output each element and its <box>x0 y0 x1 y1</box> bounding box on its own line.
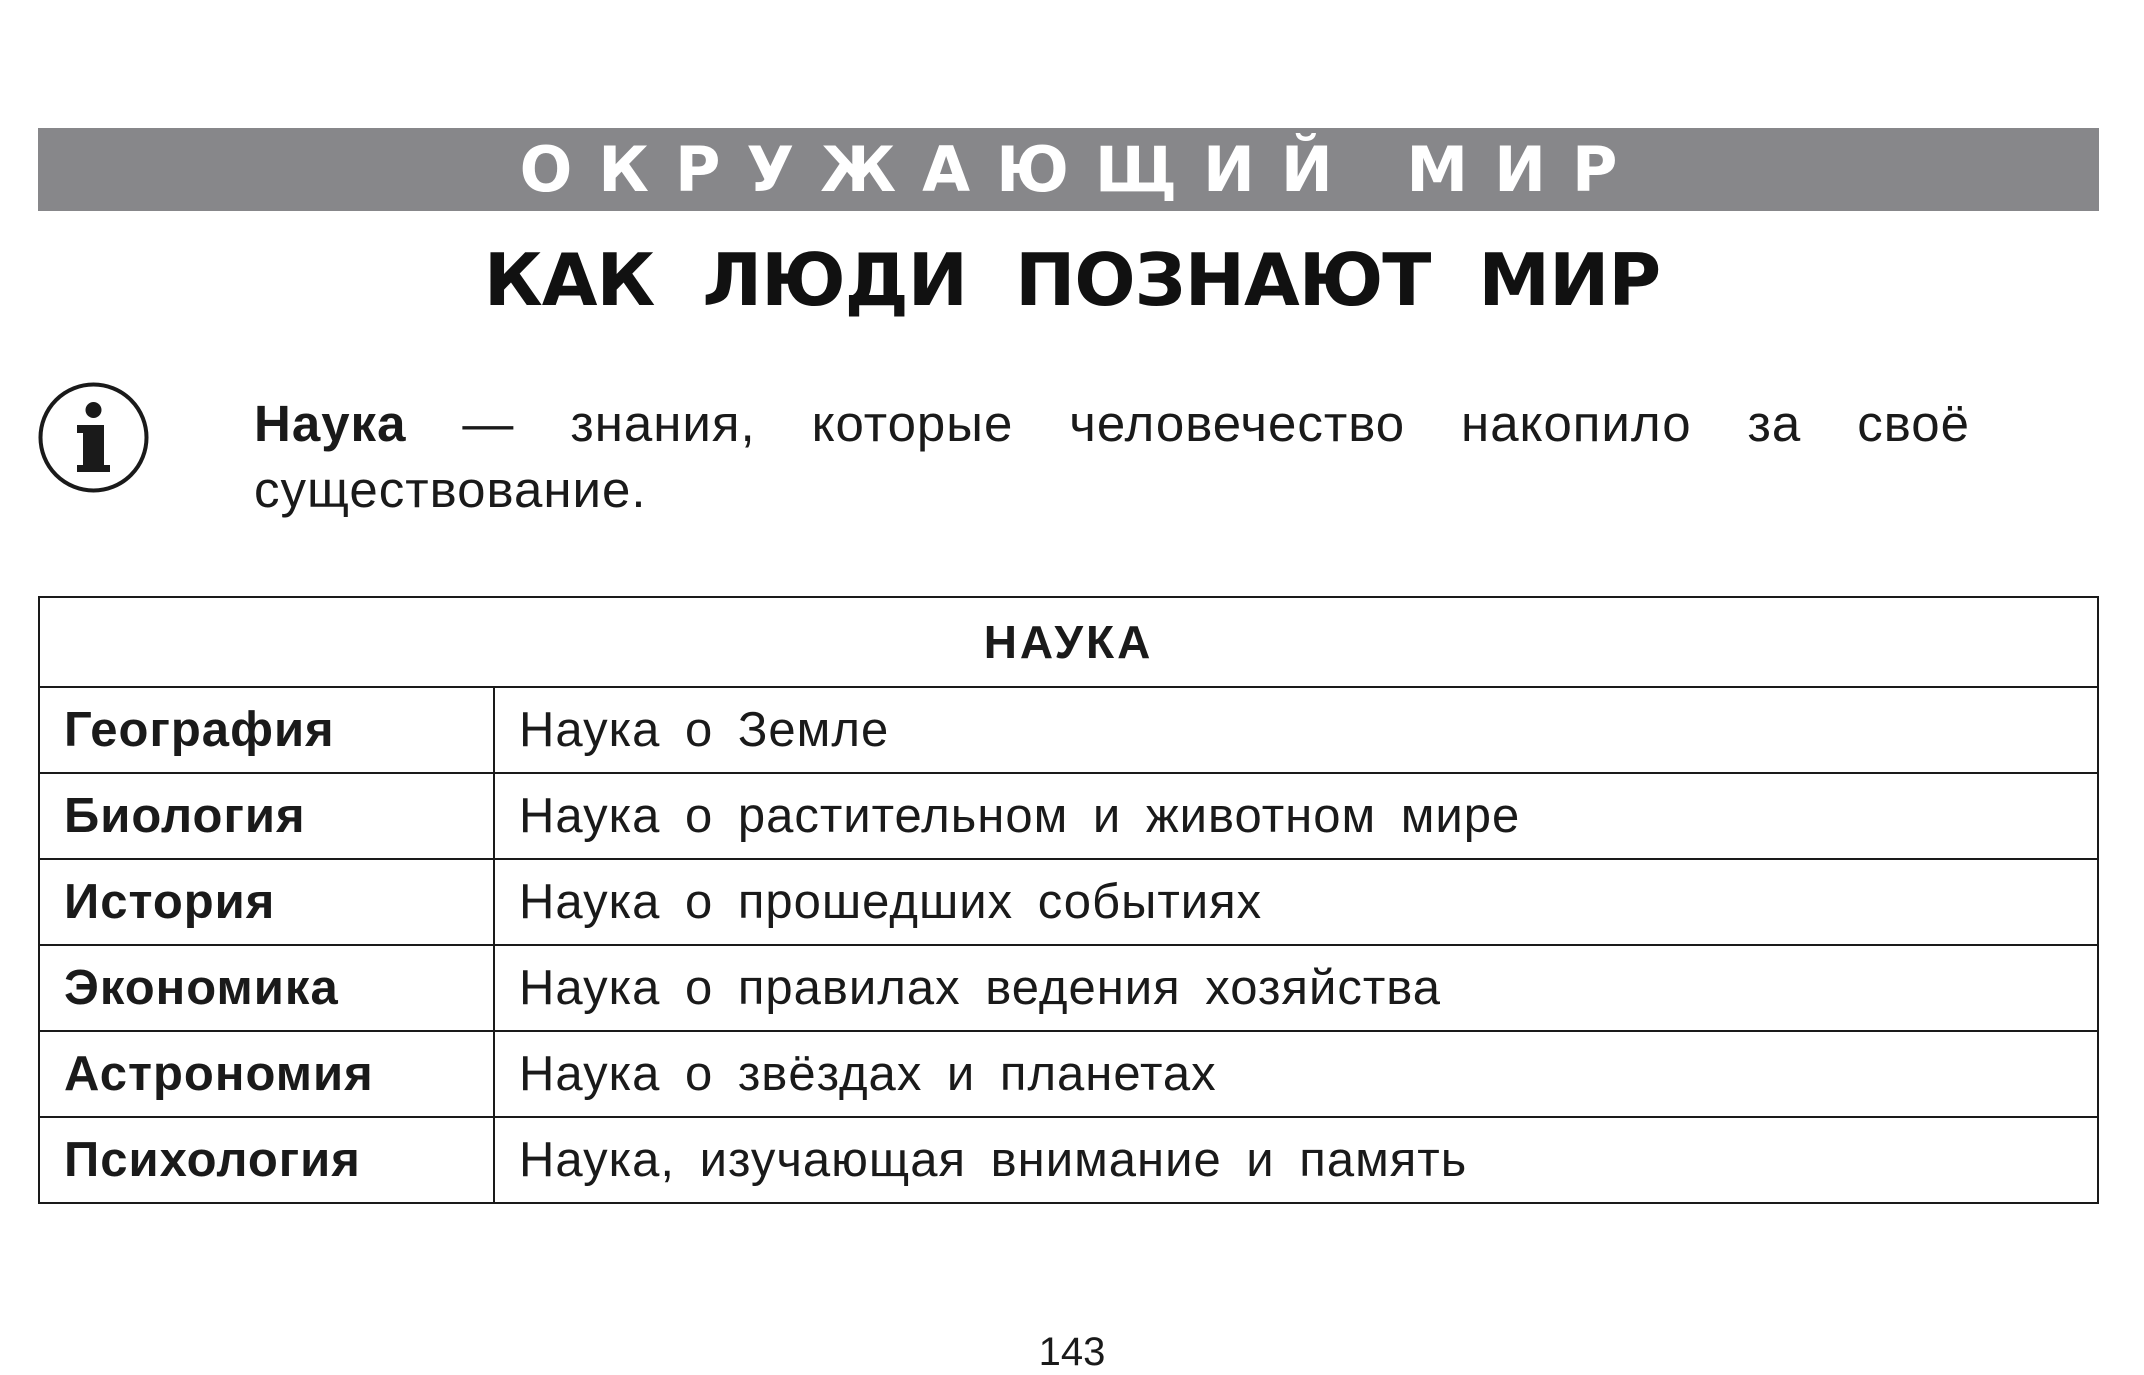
science-name: География <box>39 687 494 773</box>
info-icon <box>37 381 150 494</box>
table-header: НАУКА <box>39 597 2098 687</box>
science-name: История <box>39 859 494 945</box>
science-description: Наука о растительном и животном мире <box>494 773 2098 859</box>
definition-paragraph <box>254 391 1970 523</box>
science-name: Астрономия <box>39 1031 494 1117</box>
subject-banner <box>38 128 2099 211</box>
page-number: 143 <box>1038 1330 1106 1374</box>
definition-term: Наука <box>254 395 407 452</box>
table-row <box>39 773 2098 859</box>
table-row <box>39 1117 2098 1203</box>
definition-body: — знания, которые человечество накопило за своё существование. <box>254 395 1970 518</box>
science-description: Наука о прошедших событиях <box>494 859 2098 945</box>
science-name: Психология <box>39 1117 494 1203</box>
table-row <box>39 859 2098 945</box>
science-description: Наука о правилах ведения хозяйства <box>494 945 2098 1031</box>
page-title: КАК ЛЮДИ ПОЗНАЮТ МИР <box>483 238 1661 322</box>
science-name: Биология <box>39 773 494 859</box>
table-row <box>39 687 2098 773</box>
science-description: Наука о звёздах и планетах <box>494 1031 2098 1117</box>
science-name: Экономика <box>39 945 494 1031</box>
science-table <box>38 596 2099 1204</box>
table-row <box>39 1031 2098 1117</box>
subject-title: ОКРУЖАЮЩИЙ МИР <box>519 133 1644 206</box>
table-header-row <box>39 597 2098 687</box>
table-row <box>39 945 2098 1031</box>
science-description: Наука о Земле <box>494 687 2098 773</box>
science-description: Наука, изучающая внимание и память <box>494 1117 2098 1203</box>
